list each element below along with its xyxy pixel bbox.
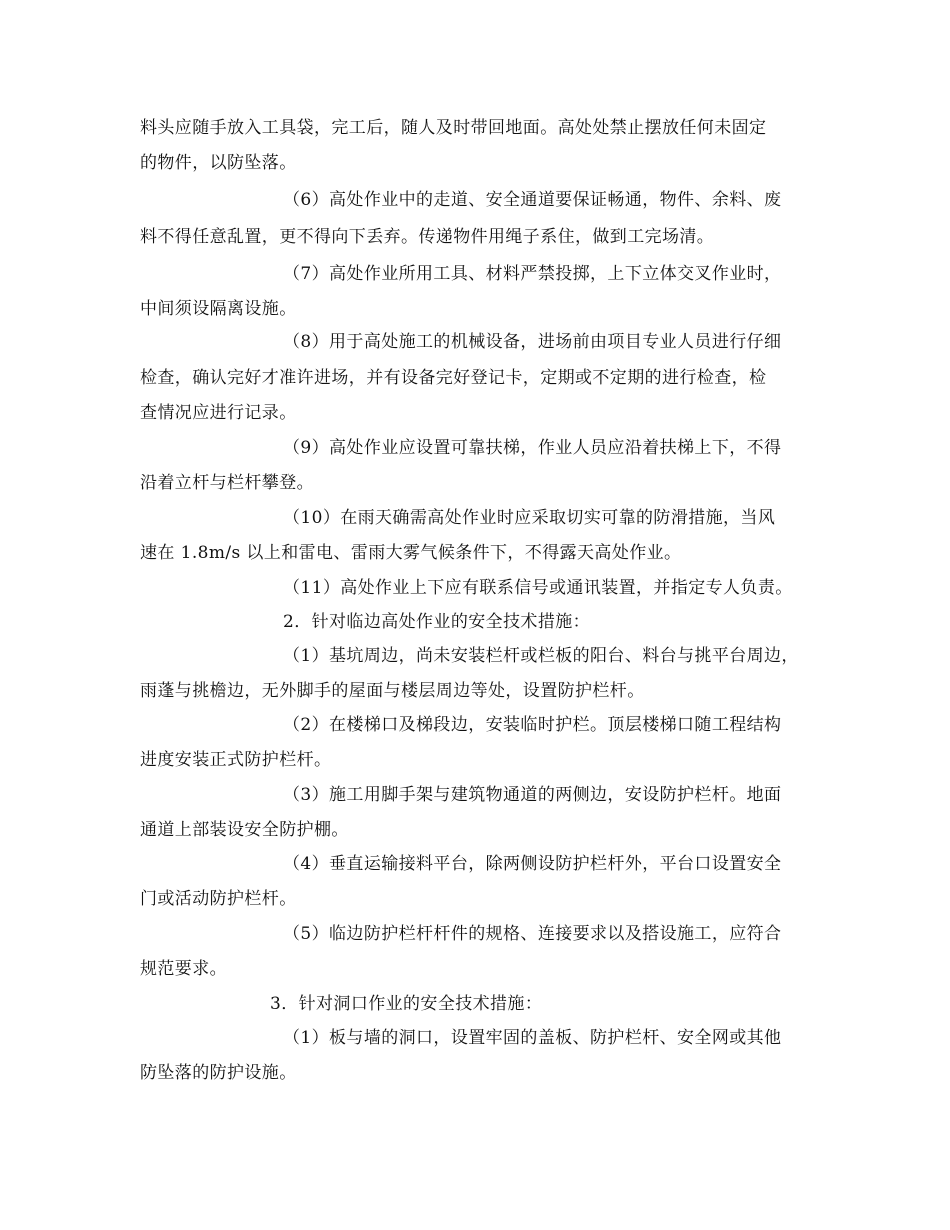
text-line: （10）在雨天确需高处作业时应采取切实可靠的防滑措施，当风 [283,508,776,528]
text-line: 速在 1.8m/s 以上和雷电、雷雨大雾气候条件下，不得露天高处作业。 [140,543,682,563]
text-line: （11）高处作业上下应有联系信号或通讯装置，并指定专人负责。 [283,578,793,598]
text-line: （8）用于高处施工的机械设备，进场前由项目专业人员进行仔细 [283,332,782,352]
text-line: （3）施工用脚手架与建筑物通道的两侧边，安设防护栏杆。地面 [283,785,782,805]
text-line: 的物件，以防坠落。 [140,153,297,173]
text-line: 门或活动防护栏杆。 [140,889,297,909]
section-heading: 3．针对洞口作业的安全技术措施： [270,994,543,1014]
text-line: （6）高处作业中的走道、安全通道要保证畅通，物件、余料、废 [283,190,782,210]
text-line: 进度安装正式防护栏杆。 [140,750,332,770]
text-line: （2）在楼梯口及梯段边，安装临时护栏。顶层楼梯口随工程结构 [283,715,782,735]
text-line: （1）基坑周边，尚未安装栏杆或栏板的阳台、料台与挑平台周边， [283,646,799,666]
text-line: 查情况应进行记录。 [140,403,297,423]
text-line: 中间须设隔离设施。 [140,299,297,319]
text-line: （9）高处作业应设置可靠扶梯，作业人员应沿着扶梯上下，不得 [283,438,782,458]
text-line: 通道上部装设安全防护棚。 [140,820,349,840]
section-heading: 2．针对临边高处作业的安全技术措施： [283,612,591,632]
text-line: （7）高处作业所用工具、材料严禁投掷，上下立体交叉作业时， [283,264,782,284]
text-line: 料头应随手放入工具袋，完工后，随人及时带回地面。高处处禁止摆放任何未固定 [140,118,767,138]
text-line: （4）垂直运输接料平台，除两侧设防护栏杆外，平台口设置安全 [283,854,782,874]
text-line: 检查，确认完好才准许进场，并有设备完好登记卡，定期或不定期的进行检查，检 [140,368,767,388]
text-line: 规范要求。 [140,959,227,979]
text-line: 雨蓬与挑檐边，无外脚手的屋面与楼层周边等处，设置防护栏杆。 [140,681,645,701]
text-line: 防坠落的防护设施。 [140,1063,297,1083]
text-line: （1）板与墙的洞口，设置牢固的盖板、防护栏杆、安全网或其他 [283,1028,782,1048]
text-line: 料不得任意乱置，更不得向下丢弃。传递物件用绳子系住，做到工完场清。 [140,227,715,247]
text-line: （5）临边防护栏杆杆件的规格、连接要求以及搭设施工，应符合 [283,924,782,944]
text-line: 沿着立杆与栏杆攀登。 [140,473,314,493]
